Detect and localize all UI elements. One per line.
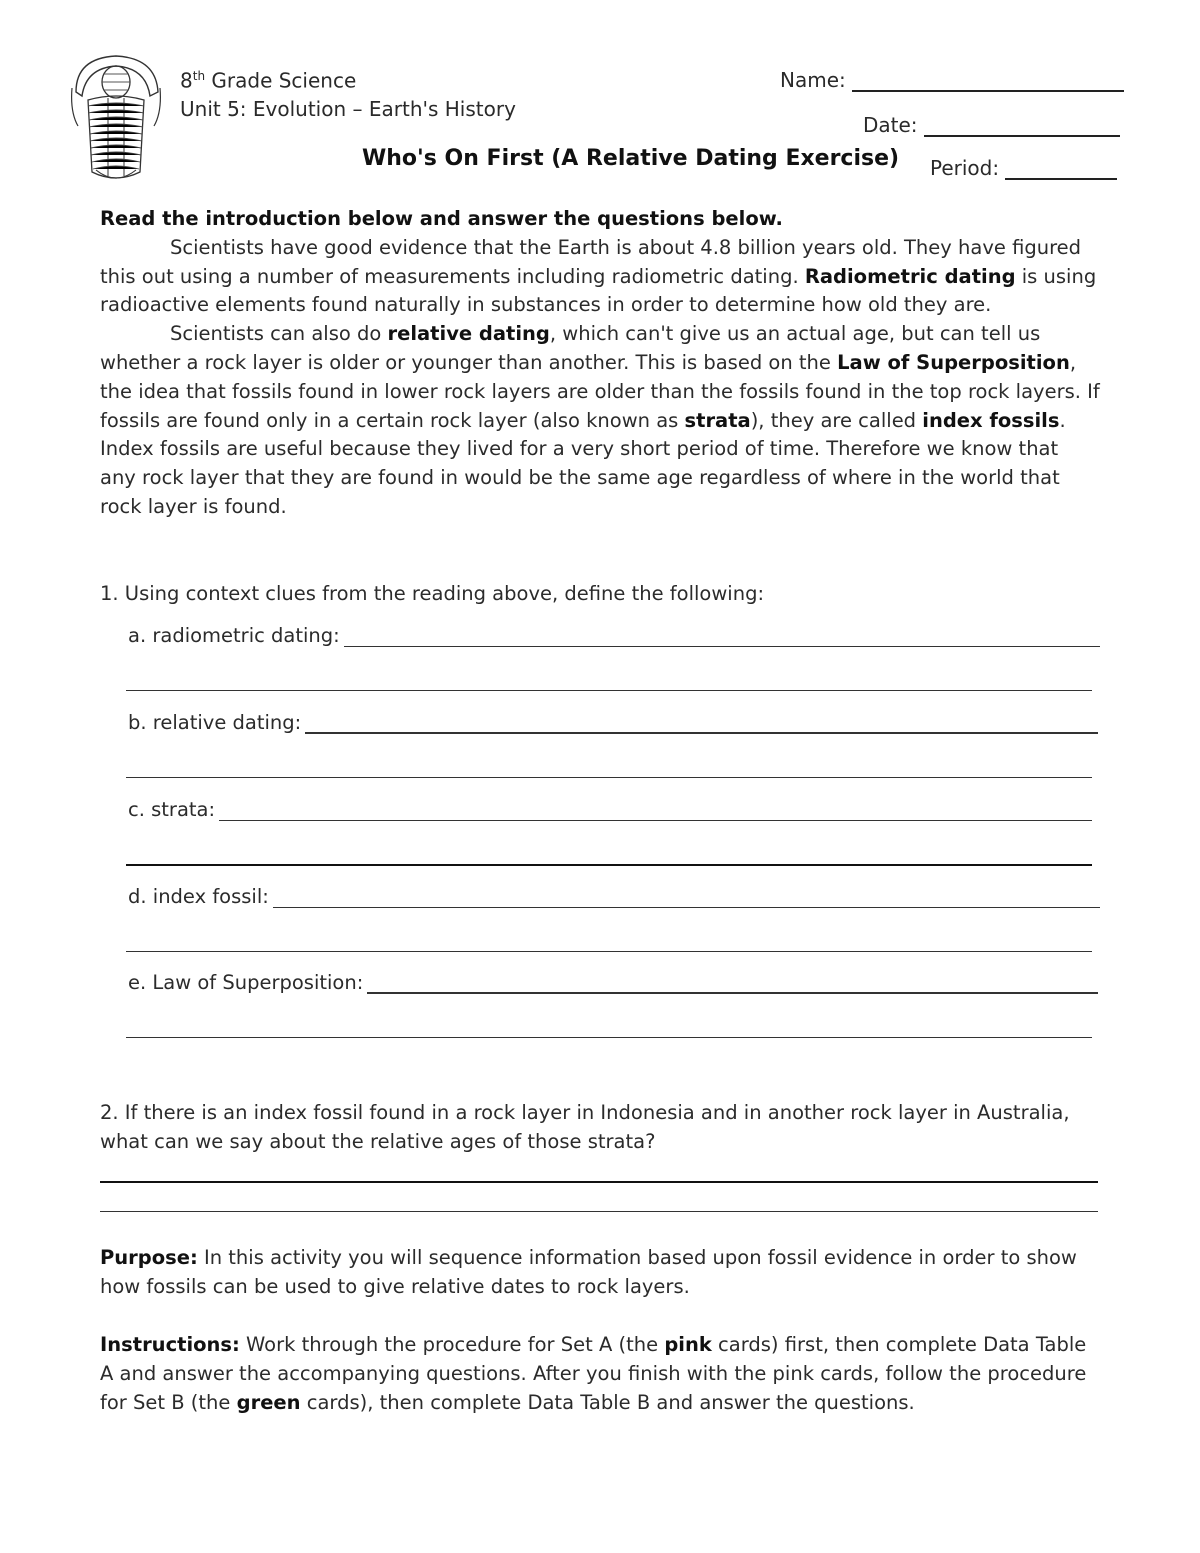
q1d-answer-line-2[interactable] xyxy=(126,951,1092,952)
q2-answer-line-2[interactable] xyxy=(100,1211,1098,1212)
worksheet-title: Who's On First (A Relative Dating Exercise) xyxy=(362,146,900,171)
q1b-row: b. relative dating: xyxy=(128,711,1098,734)
intro-heading: Read the introduction below and answer the questions below. xyxy=(100,207,783,230)
q2-answer-line-1[interactable] xyxy=(100,1181,1098,1183)
q1b-answer-line-2[interactable] xyxy=(126,777,1092,778)
instructions-section: Instructions: Work through the procedure for Set A (the pink cards) first, then complete Data Table A and answer the accompanying questions. After you finish with the pink cards, follow the procedure for Set B (the green cards), then complete Data Table B and answer the questions. xyxy=(100,1333,1087,1414)
instructions-label: Instructions: xyxy=(100,1333,240,1356)
name-field: Name: xyxy=(780,68,1124,92)
q1e-row: e. Law of Superposition: xyxy=(128,971,1098,994)
q1c-answer-line-2[interactable] xyxy=(126,864,1092,866)
period-input-line[interactable] xyxy=(1005,156,1117,180)
q1e-answer-line-2[interactable] xyxy=(126,1037,1092,1038)
q1d-row: d. index fossil: xyxy=(128,885,1100,908)
purpose-label: Purpose: xyxy=(100,1246,198,1269)
introduction xyxy=(100,205,1100,522)
trilobite-fossil-icon xyxy=(66,52,166,187)
question-1-prompt: 1. Using context clues from the reading above, define the following: xyxy=(100,582,765,605)
q1c-answer-line[interactable] xyxy=(219,800,1092,821)
date-field: Date: xyxy=(863,113,1120,137)
q1a-answer-line[interactable] xyxy=(344,626,1100,647)
q1a-row: a. radiometric dating: xyxy=(128,624,1100,647)
intro-paragraph-1: Scientists have good evidence that the Earth is about 4.8 billion years old. They have figured this out using a number of measurements including radiometric dating. Radiometric dating is using radioactive elements found naturally in substances in order to determine how old they are. xyxy=(100,235,1097,317)
q1b-answer-line[interactable] xyxy=(305,712,1098,734)
unit-title: Unit 5: Evolution – Earth's History xyxy=(180,96,516,121)
intro-paragraph-2: Scientists can also do relative dating, which can't give us an actual age, but can tell us whether a rock layer is older or younger than another. This is based on the Law of Superposition, the idea that fossils found in lower rock layers are older than the fossils found in the top rock layers. If fossils are found only in a certain rock layer (also known as strata), they are called index fossils. Index fossils are useful because they lived for a very short period of time. Therefore we know that any rock layer that they are found in would be the same age regardless of where in the world that rock layer is found. xyxy=(100,322,1100,518)
q1c-row: c. strata: xyxy=(128,798,1092,821)
q1e-answer-line[interactable] xyxy=(367,972,1098,994)
period-field: Period: xyxy=(930,156,1117,180)
q1a-answer-line-2[interactable] xyxy=(126,690,1092,691)
name-input-line[interactable] xyxy=(852,68,1124,92)
date-input-line[interactable] xyxy=(924,113,1120,137)
purpose-section: Purpose: In this activity you will sequence information based upon fossil evidence in order to show how fossils can be used to give relative dates to rock layers. xyxy=(100,1246,1077,1298)
q1d-answer-line[interactable] xyxy=(273,887,1100,908)
question-2-prompt: 2. If there is an index fossil found in a rock layer in Indonesia and in another rock layer in Australia, what can we say about the relative ages of those strata? xyxy=(100,1101,1070,1153)
course-title: 8th Grade Science xyxy=(180,68,357,93)
course-info xyxy=(180,62,516,123)
